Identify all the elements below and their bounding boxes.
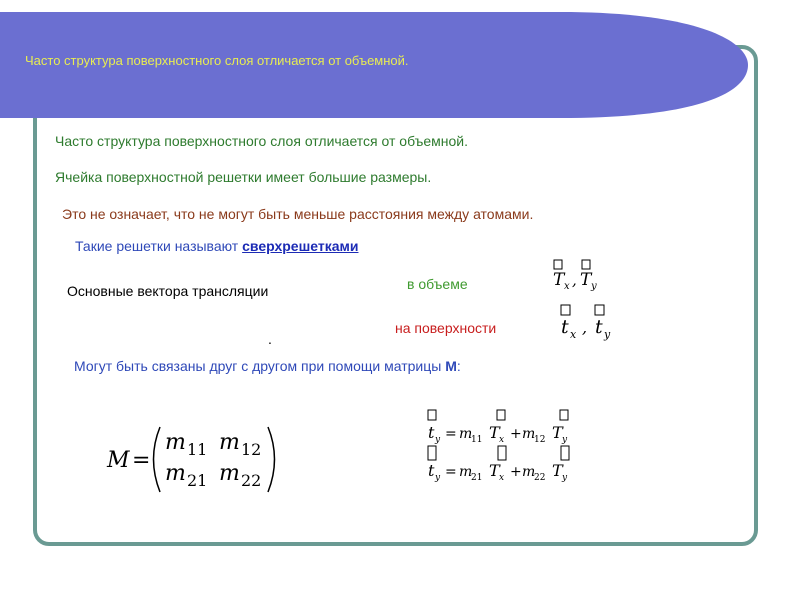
m12-m: m xyxy=(219,430,240,455)
volume-sub-y: y xyxy=(591,281,597,292)
vector-box-icon xyxy=(498,446,506,460)
vector-box-icon xyxy=(561,446,569,460)
on-surface-label: на поверхности xyxy=(395,320,497,336)
matrix-line-bold: M xyxy=(445,358,457,374)
eq1-i2: 12 xyxy=(534,435,546,445)
matrix-line xyxy=(74,358,461,374)
eq2-plus: + xyxy=(510,464,522,480)
vector-box-icon xyxy=(595,305,604,315)
vector-box-icon xyxy=(497,410,505,420)
eq2-i1: 21 xyxy=(471,473,483,483)
surface-sep: , xyxy=(582,318,588,337)
surface-sub-x: x xyxy=(570,328,577,341)
vector-box-icon xyxy=(582,260,590,269)
m11-index: 11 xyxy=(187,440,208,459)
eq2-eq: = xyxy=(445,464,457,480)
m22-index: 22 xyxy=(241,471,262,490)
text-line-3: Это не означает, что не могут быть меньше расстояния между атомами. xyxy=(62,206,534,222)
eq2-T2: T xyxy=(552,461,563,480)
eq2-Tx: x xyxy=(499,473,505,483)
volume-T2: T xyxy=(580,270,592,290)
volume-T: T xyxy=(553,270,565,290)
eq2-m2: m xyxy=(522,464,536,480)
surface-t2: t xyxy=(595,316,603,338)
eq1-T1: T xyxy=(489,423,500,442)
text-line-4 xyxy=(75,238,358,254)
vector-box-icon xyxy=(560,410,568,420)
matrix-formula xyxy=(105,422,290,497)
volume-sep: , xyxy=(572,271,577,289)
left-paren-icon xyxy=(154,427,161,492)
eq1-Ty: y xyxy=(562,435,568,445)
surface-vectors-formula xyxy=(556,303,622,345)
stray-dot: . xyxy=(268,331,272,347)
vectors-label: Основные вектора трансляции xyxy=(67,283,269,299)
eq1-T2: T xyxy=(552,423,563,442)
eq1-plus: + xyxy=(510,426,522,442)
right-paren-icon xyxy=(268,427,275,492)
eq2-T1: T xyxy=(489,461,500,480)
matrix-M: M xyxy=(107,448,130,473)
slide-title: Часто структура поверхностного слоя отличается от объемной. xyxy=(25,53,409,68)
m22-m: m xyxy=(219,461,240,486)
eq1-m2: m xyxy=(522,426,536,442)
surface-sub-y: y xyxy=(604,328,611,341)
text-line-2: Ячейка поверхностной решетки имеет большие размеры. xyxy=(55,169,432,185)
matrix-eq: = xyxy=(132,448,151,473)
m21-m: m xyxy=(165,461,186,486)
eq2-sub: y xyxy=(435,473,441,483)
in-volume-label: в объеме xyxy=(407,276,468,292)
vector-box-icon xyxy=(428,446,436,460)
surface-t: t xyxy=(561,316,569,338)
vector-box-icon xyxy=(428,410,436,420)
superlattice-prefix: Такие решетки называют xyxy=(75,238,243,254)
eq2-Ty: y xyxy=(562,473,568,483)
eq2-i2: 22 xyxy=(534,473,546,483)
m12-index: 12 xyxy=(241,440,262,459)
m11-m: m xyxy=(165,430,186,455)
text-line-1: Часто структура поверхностного слоя отличается от объемной. xyxy=(55,133,469,149)
matrix-line-suffix: : xyxy=(456,358,461,374)
eq1-eq: = xyxy=(445,426,457,442)
eq2-t: t xyxy=(428,461,435,480)
volume-sub-x: x xyxy=(564,281,570,292)
eq1-t: t xyxy=(428,423,435,442)
eq1-sub: y xyxy=(435,435,441,445)
m21-index: 21 xyxy=(187,471,208,490)
volume-vectors-formula xyxy=(550,258,610,298)
eq1-i1: 11 xyxy=(471,435,483,445)
eq2-m1: m xyxy=(459,464,473,480)
vector-box-icon xyxy=(554,260,562,269)
equations-formula xyxy=(420,408,590,488)
eq1-Tx: x xyxy=(499,435,505,445)
superlattice-link[interactable]: сверхрешетками xyxy=(242,238,359,254)
eq1-m1: m xyxy=(459,426,473,442)
vector-box-icon xyxy=(561,305,570,315)
matrix-line-prefix: Могут быть связаны друг с другом при помощи матрицы xyxy=(74,358,446,374)
